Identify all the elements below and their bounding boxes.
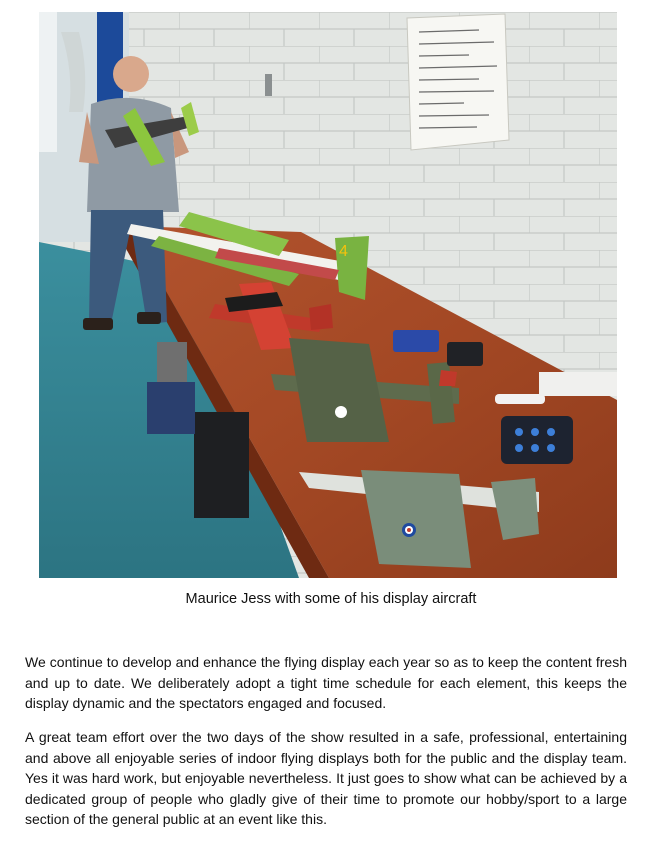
paragraph-team-effort: A great team effort over the two days of the show resulted in a safe, professional, entertaining and above all enjoyable series of indoor flying displays both for the public and the display team. Yes it was hard work, but enjoyable nevertheless. It just goes to show what can be achieved by a dedicated group of people who gladly give of their time to promote our hobby/sport to a large section of the general public at an event like this. — [25, 729, 627, 827]
figure-caption: Maurice Jess with some of his display aircraft — [185, 591, 477, 607]
paragraph-flying-display: We continue to develop and enhance the flying display each year so as to keep the content fresh and up to date. We deliberately adopt a tight time schedule for each element, this keeps the display dynamic and the spectators engaged and focused. — [25, 654, 627, 711]
photo-maurice-jess-display-aircraft — [39, 12, 617, 578]
svg-text:4: 4 — [339, 243, 348, 260]
